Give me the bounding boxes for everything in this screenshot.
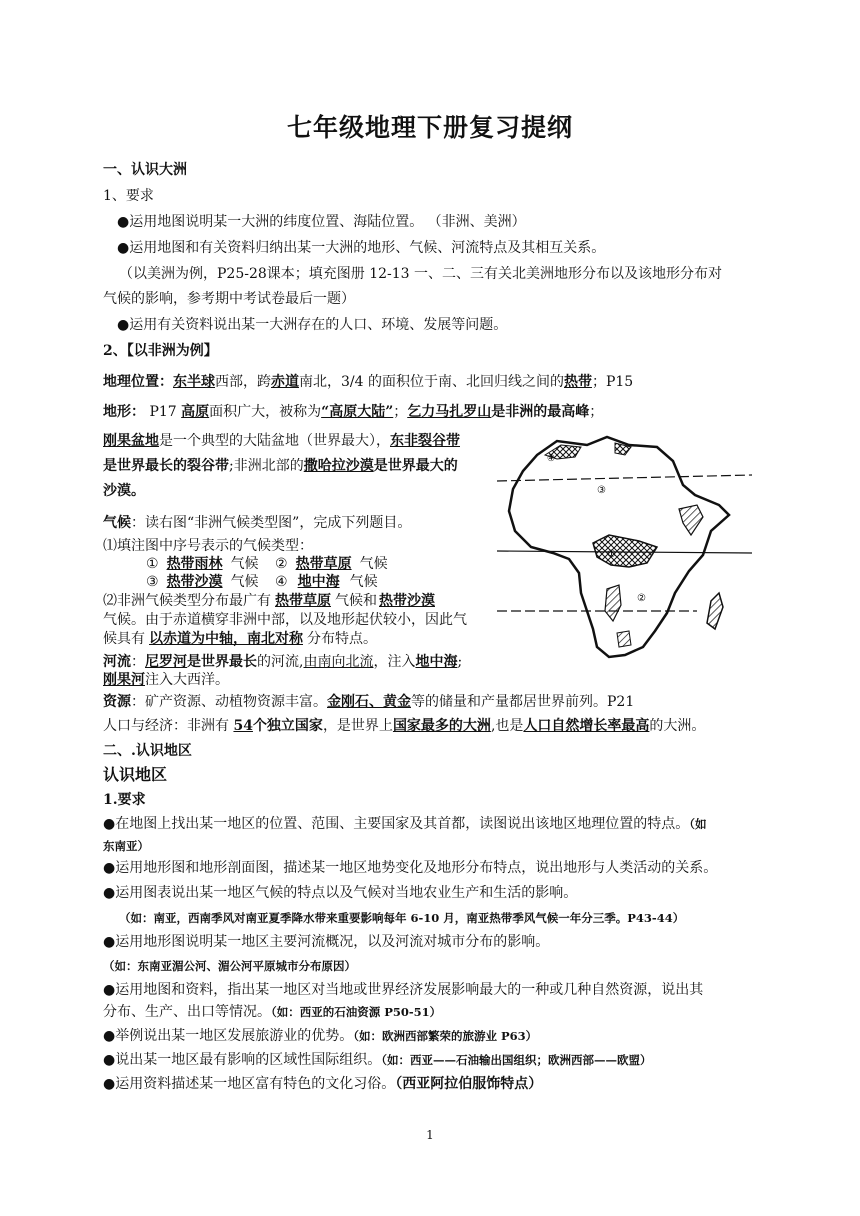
document-title: 七年级地理下册复习提纲 xyxy=(286,113,573,142)
pop-most-countries: 国家最多的大洲 xyxy=(392,718,491,734)
africa-river-line-2 xyxy=(103,670,229,690)
river-end: ; xyxy=(457,654,463,670)
s2-bullet-6-text: ●举例说出某一地区发展旅游业的优势。 xyxy=(103,1028,354,1044)
q2c-text: 候具有 xyxy=(103,631,145,647)
section-2-requirements: 1.要求 xyxy=(103,792,146,808)
africa-terrain-line xyxy=(103,402,603,422)
s2-bullet-5b-text: 分布、生产、出口等情况。 xyxy=(103,1004,271,1020)
s2-bullet-7-text: ●说出某一地区最有影响的区域性国际组织。 xyxy=(103,1052,382,1068)
s2-bullet-5: ●运用地图和资料，指出某一地区对当地或世界经济发展影响最大的一种或几种自然资源，说出其 xyxy=(103,982,704,998)
s2-bullet-1 xyxy=(103,814,706,834)
climate-question-2 xyxy=(103,591,437,611)
diamond-gold: 金刚石、黄金 xyxy=(327,694,411,710)
q2-text-1: ⑵非洲气候类型分布最广有 xyxy=(103,593,271,609)
africa-example-heading: 2、【以非洲为例】 xyxy=(103,343,218,359)
answer-tropical-savanna: 热带草原 xyxy=(295,556,352,572)
pop-growth-rate: 人口自然增长率最高 xyxy=(523,718,650,734)
page-number: 1 xyxy=(426,1128,434,1142)
climate-answers-row-1 xyxy=(146,554,388,574)
africa-desert-line: 沙漠。 xyxy=(103,483,145,499)
rift-longest: 是世界最长的裂谷带 xyxy=(103,458,229,474)
resources-text-2: 等的储量和产量都居世界前列。P21 xyxy=(411,694,635,710)
basin-text: 是一个典型的大陆盆地（世界最大）， xyxy=(159,433,390,449)
africa-rift-line xyxy=(103,456,458,476)
pop-text-2: ，是世界上 xyxy=(322,718,393,734)
map-label-2: ② xyxy=(637,593,646,604)
q2-desert: 热带沙漠 xyxy=(379,593,435,609)
climate-question-1: ⑴填注图中序号表示的气候类型： xyxy=(103,538,313,554)
sahara-desert: 撒哈拉沙漠 xyxy=(303,458,374,474)
congo-basin: 刚果盆地 xyxy=(103,433,159,449)
s2-bullet-5-note: （如：西亚的石油资源 P50-51） xyxy=(271,1005,442,1019)
answer-num-3: ③ xyxy=(146,574,159,590)
answer-suffix-3: 气候 xyxy=(230,574,259,590)
answer-suffix-4: 气候 xyxy=(349,574,378,590)
pop-countries: 个独立国家 xyxy=(252,718,323,734)
terrain-sep: ； xyxy=(393,404,408,420)
s1-note-line-1: （以美洲为例，P25-28课本；填充图册 12-13 一、二、三有关北美洲地形分布以及该地形分布对 xyxy=(119,266,723,282)
map-label-1: ① xyxy=(607,549,616,560)
s2-bullet-6-note: （如：欧洲西部繁荣的旅游业 P63） xyxy=(353,1029,538,1043)
east-african-rift: 东非裂谷带 xyxy=(390,433,460,449)
pop-54: 54 xyxy=(233,718,253,734)
section-1-requirements: 1、要求 xyxy=(103,188,154,204)
climate-answers-row-2 xyxy=(146,572,378,592)
s1-bullet-3: ●运用有关资料说出某一大洲存在的人口、环境、发展等问题。 xyxy=(117,317,508,333)
answer-tropical-rainforest: 热带雨林 xyxy=(166,556,223,572)
madagascar xyxy=(707,593,723,629)
river-sep: ： xyxy=(131,654,145,670)
south-to-north: 由南向北流 xyxy=(303,654,374,670)
terrain-kilimanjaro: 乞力马扎罗山 xyxy=(407,404,492,420)
answer-num-1: ① xyxy=(146,556,159,572)
pop-text-3: ,也是 xyxy=(490,718,524,734)
location-hemisphere: 东半球 xyxy=(173,374,215,390)
s2-bullet-2: ●运用地形图和地形剖面图，描述某一地区地势变化及地形分布特点，说出地形与人类活动的关系。 xyxy=(103,860,718,876)
s2-bullet-8-note: （西亚阿拉伯服饰特点） xyxy=(395,1076,543,1092)
s2-bullet-8-text: ●运用资料描述某一地区富有特色的文化习俗。 xyxy=(103,1076,396,1092)
s2-bullet-8 xyxy=(103,1074,542,1094)
resources-text: ：矿产资源、动植物资源丰富。 xyxy=(131,694,327,710)
s2-bullet-1-text: ●在地图上找出某一地区的位置、范围、主要国家及其首都，读图说出该地区地理位置的特点。 xyxy=(103,816,690,832)
section-2-heading: 二、.认识地区 xyxy=(103,743,192,759)
congo-river: 刚果河 xyxy=(103,672,145,688)
terrain-page: P17 xyxy=(145,404,182,420)
answer-suffix-2: 气候 xyxy=(359,556,388,572)
africa-population-line xyxy=(103,716,705,736)
river-text: 的河流, xyxy=(257,654,304,670)
river-label: 河流 xyxy=(103,654,131,670)
s2-bullet-7 xyxy=(103,1050,651,1070)
location-text-2: 南北，3/4 的面积位于南、北回归线之间的 xyxy=(299,374,564,390)
q2c-symmetric: 以赤道为中轴，南北对称 xyxy=(149,631,303,647)
mediterranean-sea: 地中海 xyxy=(415,654,458,670)
section-1-heading: 一、认识大洲 xyxy=(103,162,187,178)
q2c-end: 分布特点。 xyxy=(307,631,377,647)
location-label: 地理位置： xyxy=(103,374,173,390)
location-equator: 赤道 xyxy=(271,374,299,390)
climate-question-2b: 气候。由于赤道横穿非洲中部，以及地形起伏较小，因此气 xyxy=(103,612,467,628)
africa-basin-line xyxy=(103,431,460,451)
congo-text: 注入大西洋。 xyxy=(145,672,229,688)
terrain-plateau: 高原 xyxy=(181,404,210,420)
s2-bullet-6 xyxy=(103,1026,537,1046)
resources-label: 资源 xyxy=(103,694,131,710)
s1-note-line-2: 气候的影响，参考期中考试卷最后一题） xyxy=(103,291,355,307)
africa-climate-map xyxy=(497,425,752,675)
s2-bullet-1-note: （如 xyxy=(689,817,707,831)
s1-bullet-2: ●运用地图和有关资料归纳出某一大洲的地形、气候、河流特点及其相互关系。 xyxy=(117,240,606,256)
answer-suffix-1: 气候 xyxy=(230,556,259,572)
terrain-plateau-continent: “高原大陆” xyxy=(321,404,394,420)
terrain-text: 面积广大，被称为 xyxy=(209,404,322,420)
s2-bullet-1-note-2: 东南亚） xyxy=(103,839,149,853)
section-2-subheading: 认识地区 xyxy=(103,765,168,784)
rift-text: ;非洲北部的 xyxy=(229,458,304,474)
africa-climate-line xyxy=(103,513,411,533)
answer-num-2: ② xyxy=(275,556,288,572)
terrain-highest: 是非洲的最高峰 xyxy=(491,404,590,420)
climate-label: 气候 xyxy=(103,515,131,531)
location-page: ；P15 xyxy=(591,374,634,390)
river-into: ，注入 xyxy=(373,654,416,670)
s2-bullet-4-note: （如：东南亚湄公河、湄公河平原城市分布原因） xyxy=(103,959,356,973)
pop-text-4: 的大洲。 xyxy=(649,718,706,734)
river-longest: 是世界最长 xyxy=(187,654,257,670)
pop-text-1: 人口与经济：非洲有 xyxy=(103,718,234,734)
answer-tropical-desert: 热带沙漠 xyxy=(166,574,223,590)
s2-bullet-3-note: （如：南亚，西南季风对南亚夏季降水带来重要影响每年 6-10 月，南亚热带季风气候一年分三季。P43-44） xyxy=(119,911,685,925)
africa-resources-line xyxy=(103,692,634,712)
africa-location-line xyxy=(103,372,633,392)
rift-largest: 是世界最大的 xyxy=(373,458,458,474)
answer-mediterranean: 地中海 xyxy=(297,574,340,590)
location-tropics: 热带 xyxy=(563,374,592,390)
q2-savanna: 热带草原 xyxy=(275,593,331,609)
answer-num-4: ④ xyxy=(275,574,288,590)
location-text: 西部，跨 xyxy=(215,374,271,390)
africa-river-line xyxy=(103,652,462,672)
q2-text-2: 气候和 xyxy=(335,593,377,609)
s2-bullet-3: ●运用图表说出某一地区气候的特点以及气候对当地农业生产和生活的影响。 xyxy=(103,885,578,901)
terrain-label: 地形： xyxy=(103,404,145,420)
map-label-4: ④ xyxy=(547,454,556,464)
climate-question-2c xyxy=(103,629,377,649)
cape-mediterranean xyxy=(617,631,631,647)
nile-river: 尼罗河 xyxy=(145,654,187,670)
climate-text: ：读右图“非洲气候类型图”，完成下列题目。 xyxy=(131,515,412,531)
s2-bullet-7-note: （如：西亚——石油输出国组织；欧洲西部——欧盟） xyxy=(381,1053,652,1067)
map-label-3: ③ xyxy=(597,485,606,496)
s1-bullet-1: ●运用地图说明某一大洲的纬度位置、海陆位置。 （非洲、美洲） xyxy=(117,214,526,230)
terrain-end: ； xyxy=(589,404,604,420)
s2-bullet-4: ●运用地形图说明某一地区主要河流概况，以及河流对城市分布的影响。 xyxy=(103,934,550,950)
s2-bullet-5b xyxy=(103,1002,441,1022)
